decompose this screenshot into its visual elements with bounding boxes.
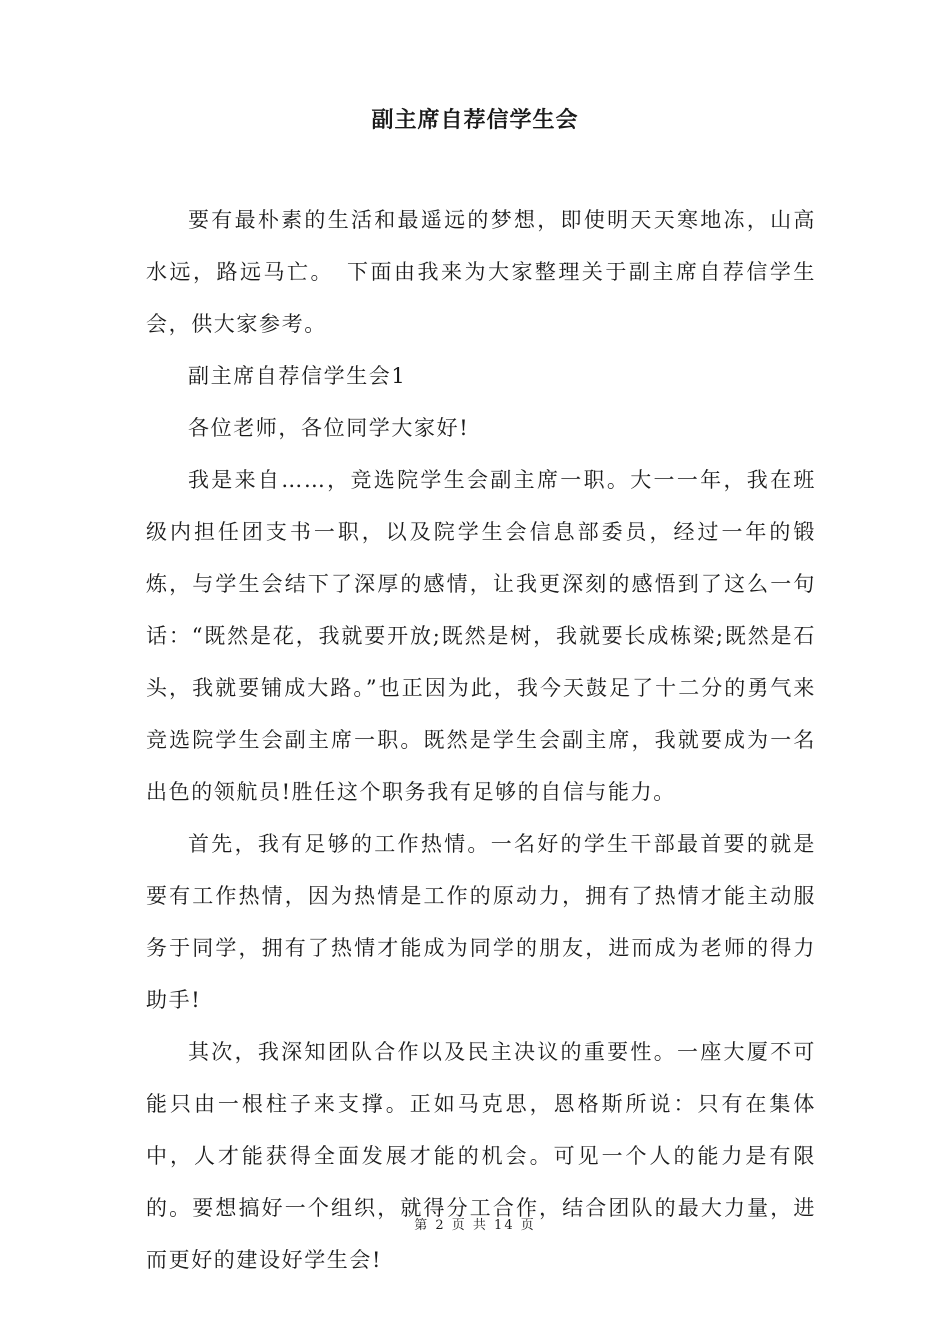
paragraph-intro: 要有最朴素的生活和最遥远的梦想，即使明天天寒地冻，山高水远，路远马亡。 下面由我来为大家整理关于副主席自荐信学生会，供大家参考。: [146, 208, 816, 336]
paragraph-second-point: 其次，我深知团队合作以及民主决议的重要性。一座大厦不可能只由一根柱子来支撑。正如马克思，恩格斯所说：只有在集体中，人才能获得全面发展才能的机会。可见一个人的能力是有限的。要想搞好一个组织，就得分工合作，结合团队的最大力量，进而更好的建设好学生会!: [146, 1040, 816, 1272]
paragraph-self-intro: 我是来自……，竞选院学生会副主席一职。大一一年，我在班级内担任团支书一职，以及院学生会信息部委员，经过一年的锻炼，与学生会结下了深厚的感情，让我更深刻的感悟到了这么一句话：“既然是花，我就要开放;既然是树，我就要长成栋梁;既然是石头，我就要铺成大路。”也正因为此，我今天鼓足了十二分的勇气来竞选院学生会副主席一职。既然是学生会副主席，我就要成为一名出色的领航员!胜任这个职务我有足够的自信与能力。: [146, 468, 816, 804]
paragraph-first-point: 首先，我有足够的工作热情。一名好的学生干部最首要的就是要有工作热情，因为热情是工作的原动力，拥有了热情才能主动服务于同学，拥有了热情才能成为同学的朋友，进而成为老师的得力助手!: [146, 832, 816, 1012]
document-body: [146, 194, 816, 1286]
document-title: 副主席自荐信学生会: [371, 107, 579, 133]
page-footer: 第 2 页 共 14 页: [414, 1218, 536, 1233]
paragraph-greeting: 各位老师，各位同学大家好!: [188, 416, 470, 440]
paragraph-heading: 副主席自荐信学生会1: [188, 364, 407, 388]
